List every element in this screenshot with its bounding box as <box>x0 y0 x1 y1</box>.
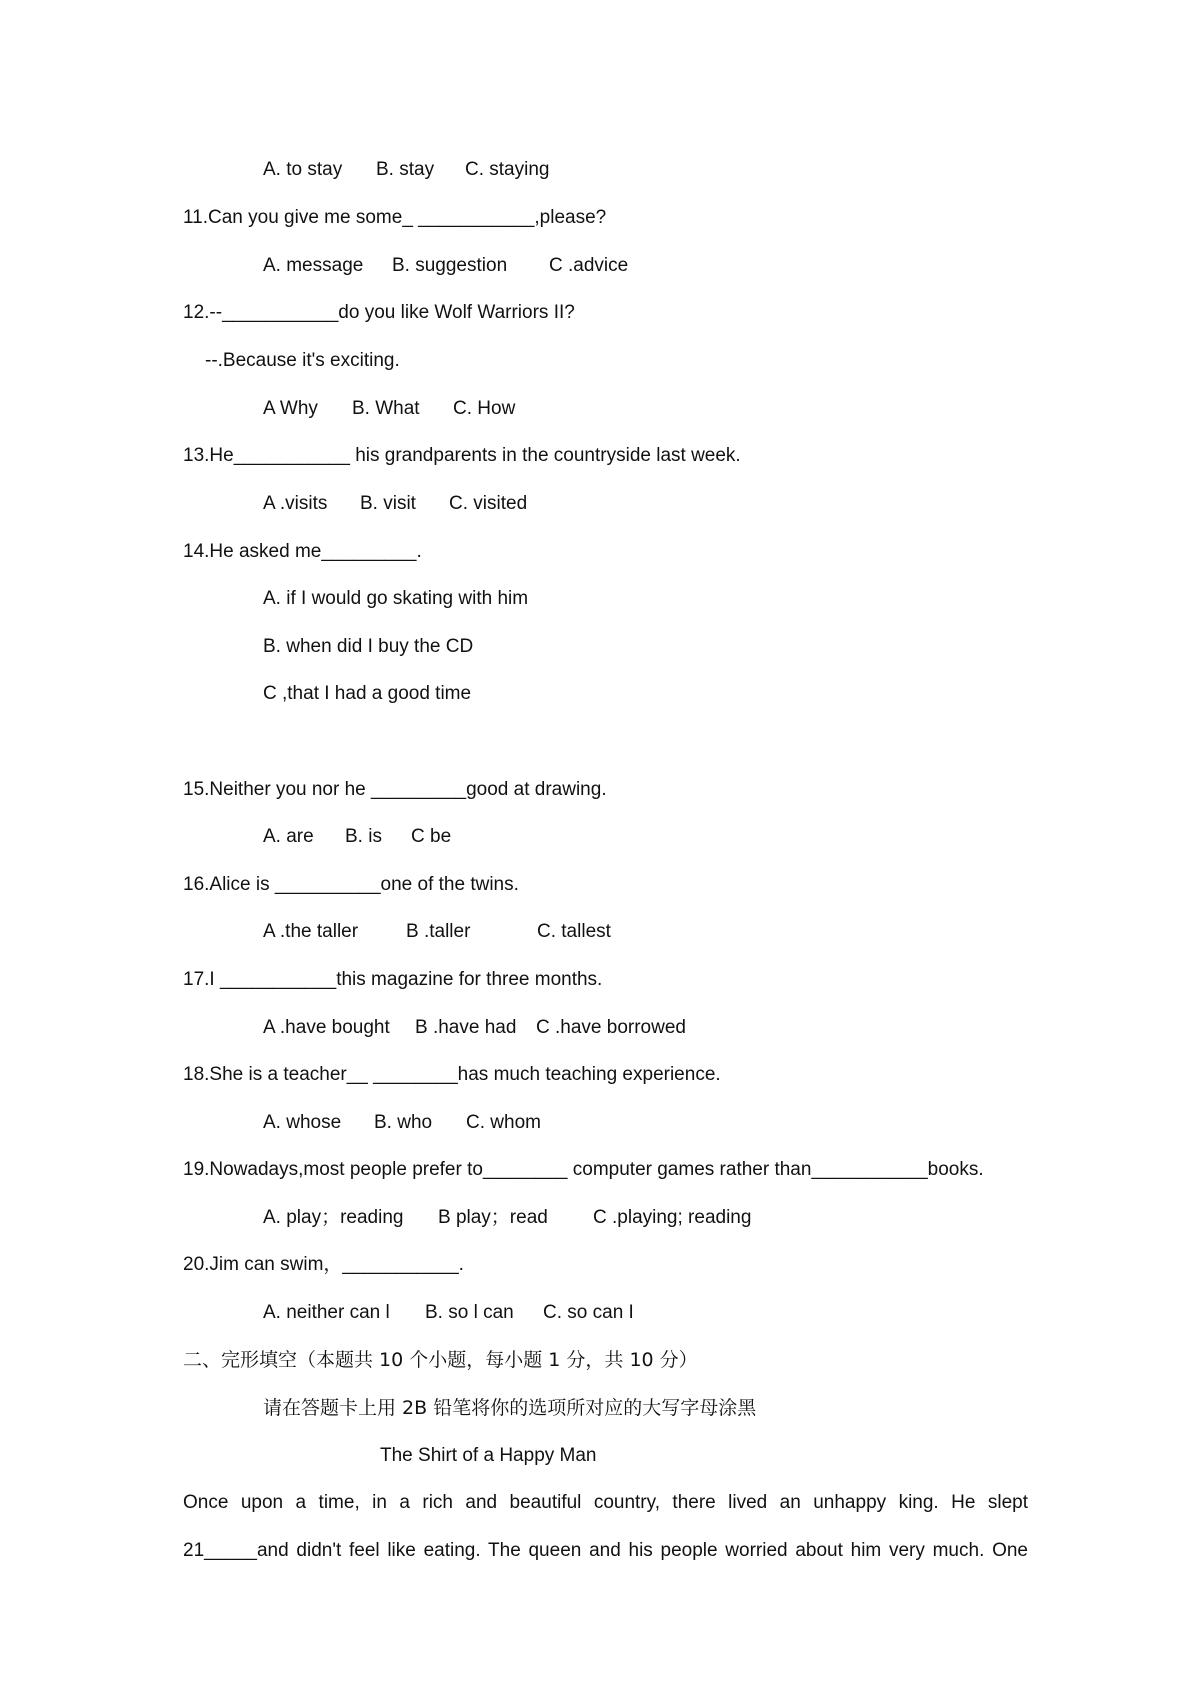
q16-option-c: C. tallest <box>537 921 611 942</box>
q13-option-c: C. visited <box>449 493 528 514</box>
q12-option-c: C. How <box>453 398 516 419</box>
q16-option-b: B .taller <box>406 921 471 942</box>
q15-stem: 15.Neither you nor he _________good at drawing. <box>183 779 607 800</box>
q12-options <box>263 397 515 421</box>
q11-option-b: B. suggestion <box>392 255 508 276</box>
q20-options <box>263 1301 634 1325</box>
q14-option-c: C ,that I had a good time <box>263 683 472 704</box>
q12-answer: --.Because it's exciting. <box>205 350 400 371</box>
q19-option-b: B play；read <box>438 1207 548 1228</box>
q13-option-b: B. visit <box>360 493 416 514</box>
q17-options <box>263 1016 686 1040</box>
q15-option-a: A. are <box>263 826 314 847</box>
q17-option-c: C .have borrowed <box>536 1017 686 1038</box>
q17-option-a: A .have bought <box>263 1017 390 1038</box>
section-heading: 二、完形填空（本题共 10 个小题，每小题 1 分，共 10 分） <box>183 1349 698 1371</box>
q12-option-b: B. What <box>352 398 420 419</box>
q16-option-a: A .the taller <box>263 921 359 942</box>
q14-stem: 14.He asked me_________. <box>183 541 422 562</box>
q12-option-a: A Why <box>263 398 318 419</box>
q16-options <box>263 920 611 944</box>
q11-stem: 11.Can you give me some_ ___________,please? <box>183 207 607 228</box>
q12-stem: 12.--___________do you like Wolf Warriors II? <box>183 302 575 323</box>
q18-options <box>263 1111 541 1135</box>
q20-option-a: A. neither can l <box>263 1302 390 1323</box>
q18-option-a: A. whose <box>263 1112 342 1133</box>
passage-line-1: Once upon a time, in a rich and beautiful country, there lived an unhappy king. He slept <box>183 1492 1028 1513</box>
q15-option-c: C be <box>411 826 452 847</box>
q20-option-b: B. so l can <box>425 1302 514 1323</box>
q20-stem: 20.Jim can swim，___________. <box>183 1254 464 1275</box>
q19-options <box>263 1206 751 1230</box>
section-instruction: 请在答题卡上用 2B 铅笔将你的选项所对应的大写字母涂黑 <box>263 1397 757 1419</box>
q14-option-b: B. when did I buy the CD <box>263 636 474 657</box>
q19-stem: 19.Nowadays,most people prefer to________ computer games rather than___________books. <box>183 1159 984 1180</box>
q11-options <box>263 254 628 278</box>
q13-stem: 13.He___________ his grandparents in the countryside last week. <box>183 445 741 466</box>
q17-option-b: B .have had <box>415 1017 517 1038</box>
q14-option-a: A. if I would go skating with him <box>263 588 529 609</box>
q13-options <box>263 492 527 516</box>
q18-option-b: B. who <box>374 1112 433 1133</box>
q11-option-c: C .advice <box>549 255 629 276</box>
q11-option-a: A. message <box>263 255 364 276</box>
q15-options <box>263 825 451 849</box>
passage-title: The Shirt of a Happy Man <box>380 1445 597 1466</box>
q15-option-b: B. is <box>345 826 382 847</box>
q10-option-b: B. stay <box>376 159 435 180</box>
q10-option-c: C. staying <box>465 159 550 180</box>
passage-line-2: 21_____and didn't feel like eating. The queen and his people worried about him very much. One <box>183 1540 1028 1561</box>
q19-option-c: C .playing; reading <box>593 1207 752 1228</box>
q19-option-a: A. play；reading <box>263 1207 404 1228</box>
q17-stem: 17.I ___________this magazine for three months. <box>183 969 603 990</box>
q10-options <box>263 158 549 182</box>
q18-option-c: C. whom <box>466 1112 541 1133</box>
q10-option-a: A. to stay <box>263 159 343 180</box>
q13-option-a: A .visits <box>263 493 328 514</box>
q18-stem: 18.She is a teacher__ ________has much teaching experience. <box>183 1064 721 1085</box>
q16-stem: 16.Alice is __________one of the twins. <box>183 874 519 895</box>
q20-option-c: C. so can I <box>543 1302 634 1323</box>
